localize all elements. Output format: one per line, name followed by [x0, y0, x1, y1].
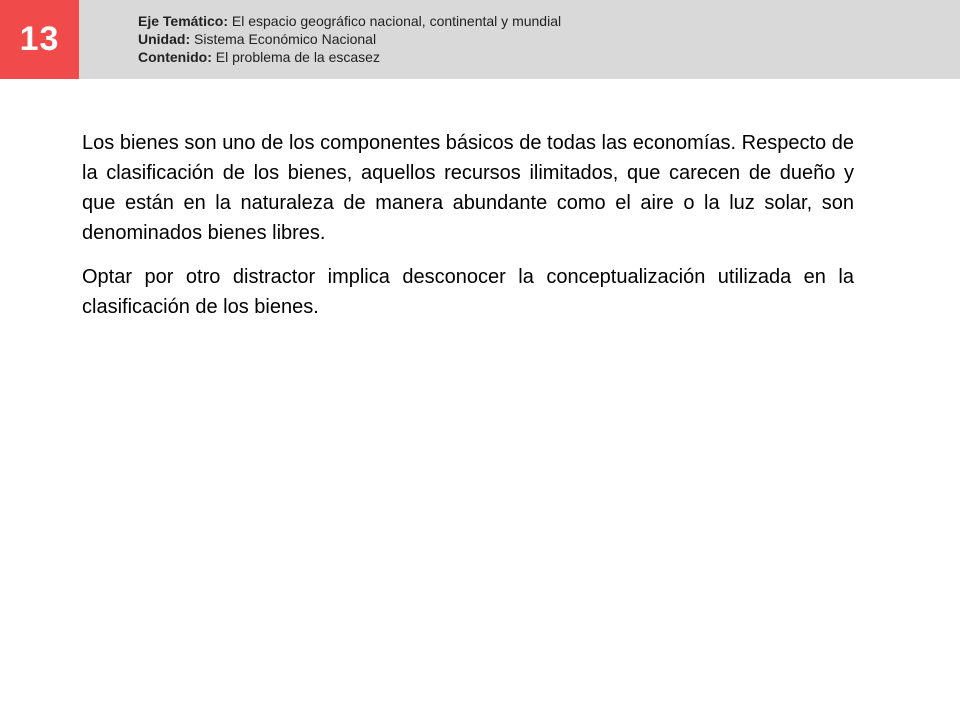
header-line-eje	[138, 12, 918, 30]
header-line-contenido	[138, 48, 918, 66]
unidad-label: Unidad:	[138, 31, 191, 47]
contenido-label: Contenido:	[138, 49, 212, 65]
contenido-value: El problema de la escasez	[211, 49, 380, 65]
eje-label: Eje Temático:	[138, 13, 228, 29]
distractor-paragraph: Optar por otro distractor implica desconocer la conceptualización utilizada en la clasificación de los bienes.	[82, 266, 854, 318]
header-line-unidad	[138, 30, 918, 48]
eje-value: El espacio geográfico nacional, continental y mundial	[228, 13, 562, 29]
question-number: 13	[19, 20, 60, 58]
explanation-paragraph: Los bienes son uno de los componentes básicos de todas las economías. Respecto de la clasificación de los bienes, aquellos recursos ilimitados, que carecen de dueño y que están en la naturaleza de manera abundante como el aire o la luz solar, son denominados bienes libres.	[82, 132, 854, 244]
header-info	[138, 12, 918, 66]
question-number-badge	[0, 0, 79, 79]
explanation-content	[82, 128, 854, 322]
unidad-value: Sistema Económico Nacional	[190, 31, 377, 47]
